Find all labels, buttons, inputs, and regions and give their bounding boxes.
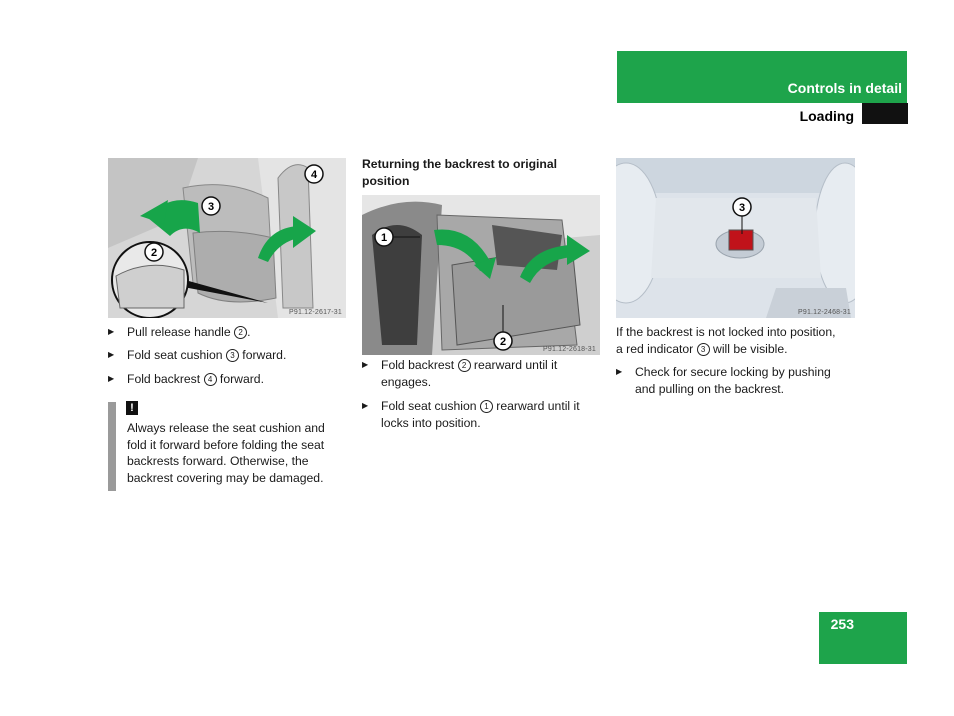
bullet-icon: ▶ bbox=[108, 350, 115, 359]
step-fold-seat-cushion-rearward: ▶ Fold seat cushion 1 rearward until it locks into position. bbox=[362, 399, 580, 430]
figure-code: P91.12-2468-31 bbox=[797, 309, 851, 316]
callout-2: 2 bbox=[150, 247, 158, 259]
callout-2: 2 bbox=[499, 336, 507, 348]
bullet-icon: ▶ bbox=[108, 374, 115, 383]
section-title: Controls in detail bbox=[787, 80, 902, 96]
step-fold-backrest-rearward: ▶ Fold backrest 2 rearward until it engages. bbox=[362, 358, 558, 389]
step-check-locking: ▶ Check for secure locking by pushing and pulling on the backrest. bbox=[616, 365, 831, 396]
step-pull-release-handle: ▶ Pull release handle 2 . bbox=[108, 325, 251, 339]
subsection-marker bbox=[862, 103, 908, 124]
bullet-icon: ▶ bbox=[362, 401, 369, 410]
warning-bar bbox=[108, 402, 116, 491]
subsection-title: Loading bbox=[799, 108, 854, 124]
step-fold-seat-cushion: ▶ Fold seat cushion 3 forward. bbox=[108, 348, 287, 362]
page-number: 253 bbox=[830, 616, 854, 632]
callout-3: 3 bbox=[738, 202, 746, 214]
bullet-icon: ▶ bbox=[362, 360, 369, 369]
section-heading: Returning the backrest to original position bbox=[362, 157, 558, 188]
callout-1: 1 bbox=[380, 232, 388, 244]
figure-red-indicator bbox=[616, 158, 855, 318]
indicator-intro: If the backrest is not locked into position, a red indicator 3 will be visible. bbox=[616, 325, 836, 356]
figure-seat-fold-forward bbox=[108, 158, 346, 318]
figure-backrest-return bbox=[362, 195, 600, 355]
figure-code: P91.12-2617-31 bbox=[288, 309, 342, 316]
bullet-icon: ▶ bbox=[616, 367, 623, 376]
callout-3: 3 bbox=[207, 201, 215, 213]
callout-4: 4 bbox=[310, 169, 318, 181]
warning-text: Always release the seat cushion and fold it forward before folding the seat backrests forward. Otherwise, the backrest covering may be damaged. bbox=[127, 421, 325, 485]
step-fold-backrest: ▶ Fold backrest 4 forward. bbox=[108, 372, 264, 386]
figure-code: P91.12-2618-31 bbox=[542, 346, 596, 353]
bullet-icon: ▶ bbox=[108, 327, 115, 336]
warning-icon: ! bbox=[126, 401, 138, 415]
